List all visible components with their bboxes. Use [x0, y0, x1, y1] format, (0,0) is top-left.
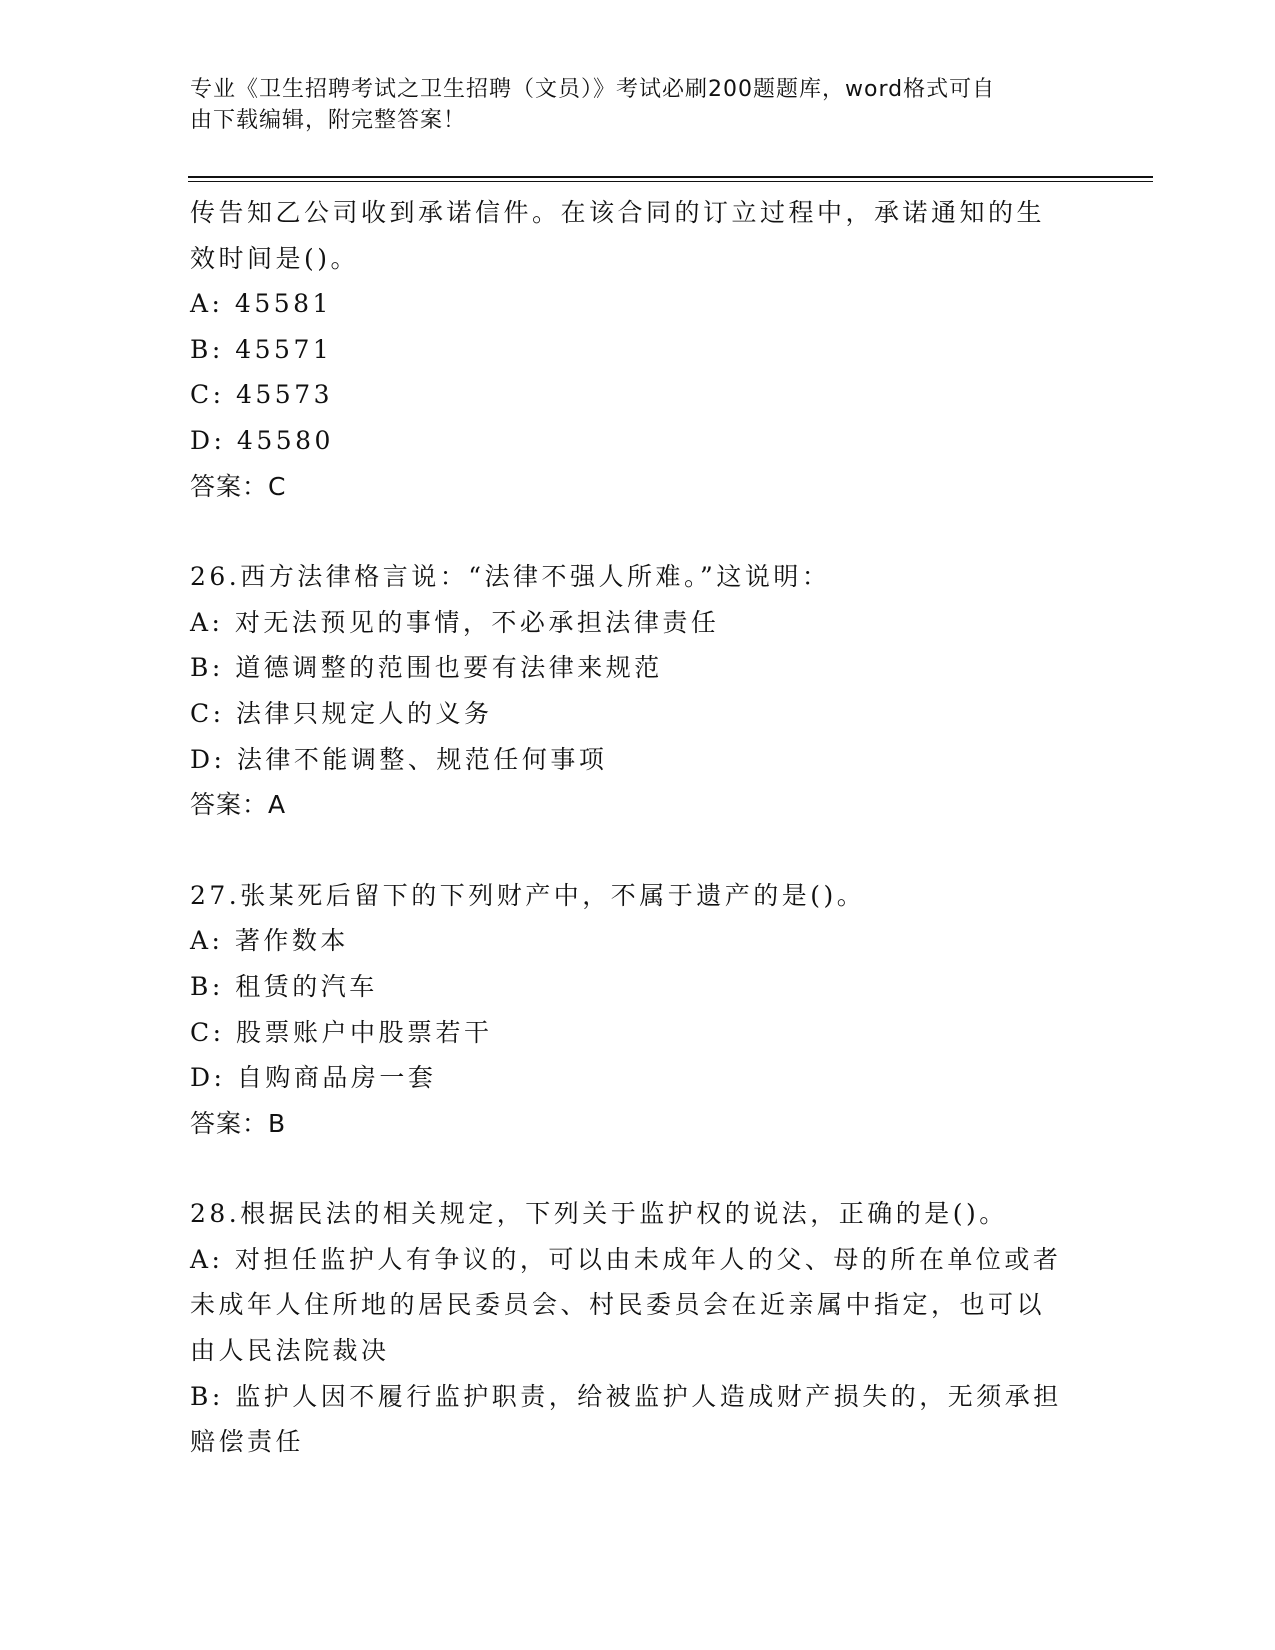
- option-d: D: 法律不能调整、规范任何事项: [190, 744, 608, 774]
- option-b: B: 租赁的汽车: [190, 971, 378, 1001]
- option-d: D: 45580: [190, 425, 334, 455]
- question-27: [190, 873, 1070, 1147]
- header-divider-thick: [188, 176, 1153, 178]
- question-stem: 28.根据民法的相关规定，下列关于监护权的说法，正确的是()。: [190, 1199, 1008, 1229]
- question-25: [190, 190, 1070, 509]
- option-b: B: 45571: [190, 334, 333, 364]
- question-stem: 27.张某死后留下的下列财产中，不属于遗产的是()。: [190, 880, 866, 910]
- option-a-continued: 未成年人住所地的居民委员会、村民委员会在近亲属中指定，也可以: [190, 1290, 1046, 1320]
- page-header: [190, 74, 1070, 136]
- option-a: A: 对无法预见的事情，不必承担法律责任: [190, 607, 720, 637]
- answer: 答案：C: [190, 471, 287, 501]
- question-list: [190, 190, 1070, 1465]
- question-28: [190, 1191, 1070, 1465]
- spacer: [190, 1146, 1070, 1191]
- spacer: [190, 828, 1070, 873]
- answer: 答案：A: [190, 790, 287, 820]
- option-c: C: 股票账户中股票若干: [190, 1017, 493, 1047]
- option-b: B: 道德调整的范围也要有法律来规范: [190, 653, 663, 683]
- spacer: [190, 509, 1070, 554]
- option-c: C: 法律只规定人的义务: [190, 698, 493, 728]
- option-a: A: 45581: [190, 289, 332, 319]
- option-a: A: 著作数本: [190, 926, 349, 956]
- answer: 答案：B: [190, 1108, 287, 1138]
- option-a: A: 对担任监护人有争议的，可以由未成年人的父、母的所在单位或者: [190, 1244, 1062, 1274]
- header-divider-thin: [188, 181, 1153, 182]
- header-line-2: 由下载编辑，附完整答案！: [190, 108, 467, 133]
- option-a-continued: 由人民法院裁决: [190, 1336, 390, 1366]
- option-c: C: 45573: [190, 380, 334, 410]
- header-line-1: 专业《卫生招聘考试之卫生招聘（文员）》考试必刷200题题库，word格式可自: [190, 77, 996, 102]
- option-b: B: 监护人因不履行监护职责，给被监护人造成财产损失的，无须承担: [190, 1381, 1062, 1411]
- question-stem: 26.西方法律格言说：“法律不强人所难。”这说明：: [190, 562, 831, 592]
- question-stem: 传告知乙公司收到承诺信件。在该合同的订立过程中，承诺通知的生: [190, 198, 1046, 227]
- question-26: [190, 554, 1070, 828]
- option-b-continued: 赔偿责任: [190, 1427, 305, 1457]
- question-stem: 效时间是()。: [190, 243, 360, 273]
- option-d: D: 自购商品房一套: [190, 1063, 437, 1093]
